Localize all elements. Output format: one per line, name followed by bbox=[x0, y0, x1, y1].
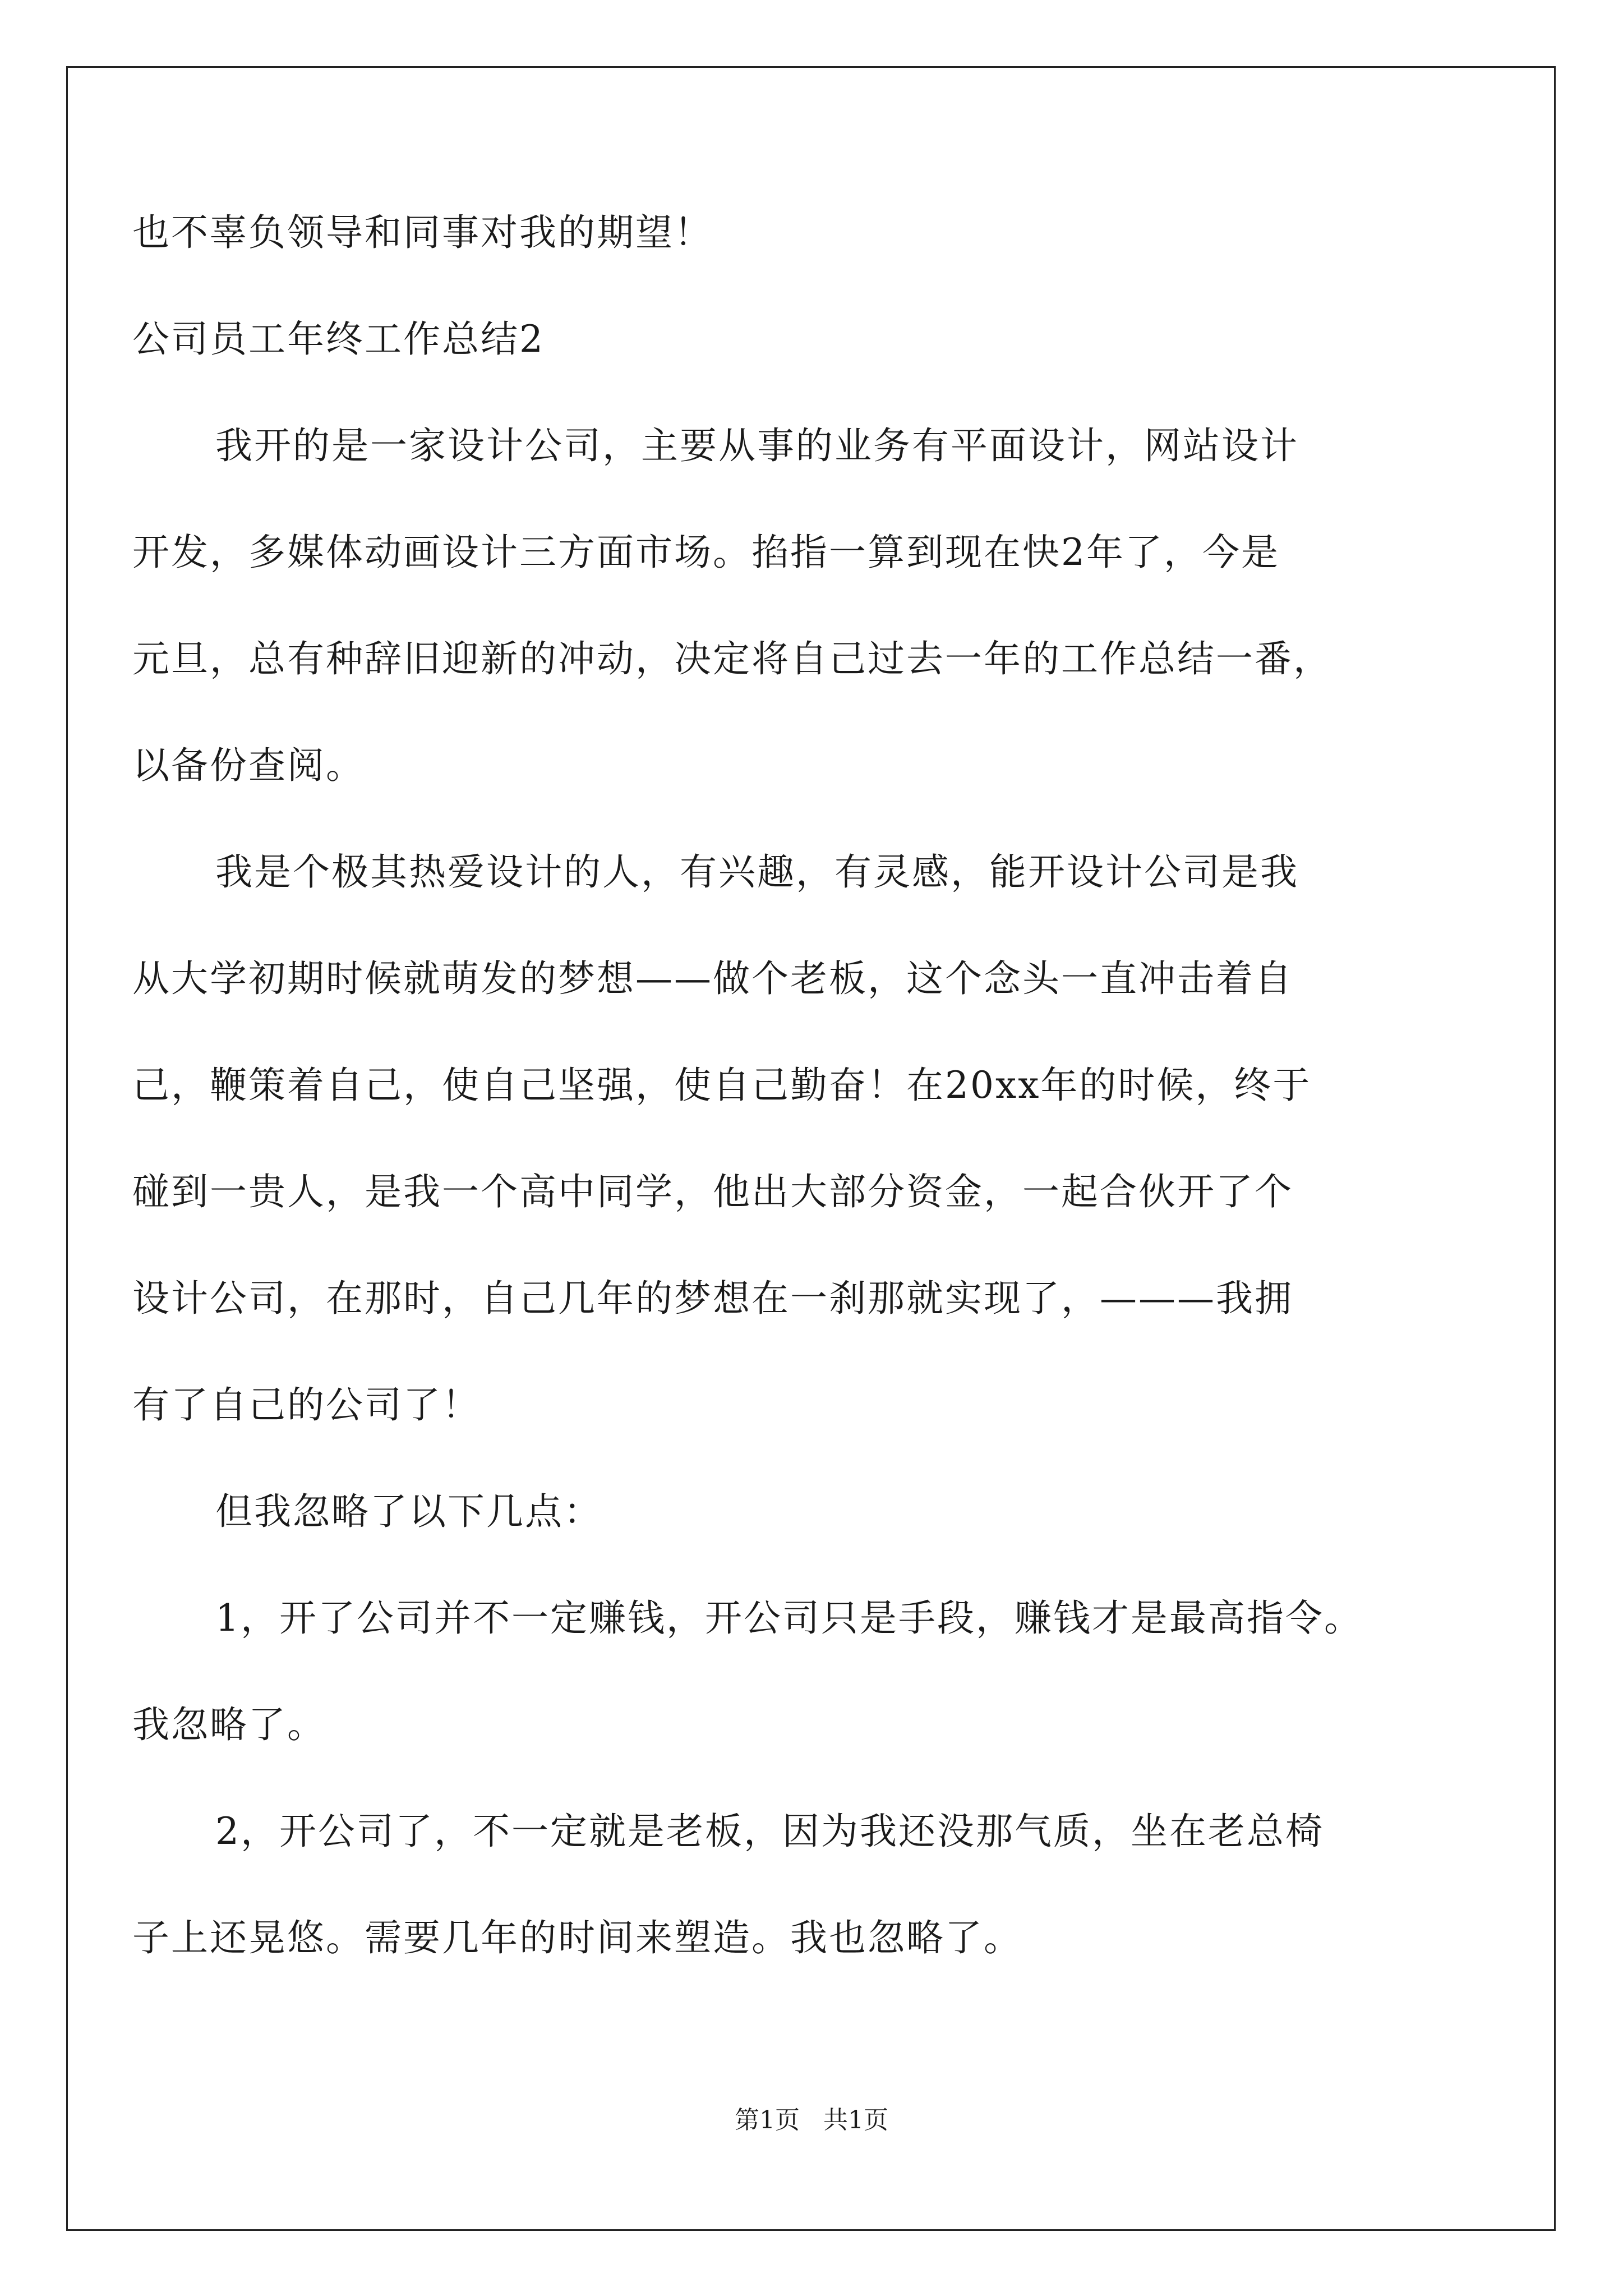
paragraph-line: 1，开了公司并不一定赚钱，开公司只是手段，赚钱才是最高指令。 bbox=[215, 1596, 1363, 1640]
paragraph-line: 我开的是一家设计公司，主要从事的业务有平面设计，网站设计 bbox=[215, 424, 1299, 467]
paragraph-line: 碰到一贵人，是我一个高中同学，他出大部分资金，一起合伙开了个 bbox=[132, 1170, 1293, 1213]
paragraph-line: 开发，多媒体动画设计三方面市场。掐指一算到现在快2年了，今是 bbox=[132, 531, 1280, 574]
paragraph-line: 从大学初期时候就萌发的梦想——做个老板，这个念头一直冲击着自 bbox=[132, 957, 1293, 1000]
text-line: 也不辜负领导和同事对我的期望！ bbox=[132, 211, 713, 254]
page-footer: 第1页 共1页 bbox=[735, 2106, 888, 2134]
paragraph-line: 我忽略了。 bbox=[132, 1703, 326, 1746]
paragraph-line: 我是个极其热爱设计的人，有兴趣，有灵感，能开设计公司是我 bbox=[215, 850, 1299, 894]
page-border bbox=[66, 66, 1556, 2231]
paragraph-line: 子上还晃悠。需要几年的时间来塑造。我也忽略了。 bbox=[132, 1916, 1022, 1959]
paragraph-line: 2，开公司了，不一定就是老板，因为我还没那气质，坐在老总椅 bbox=[215, 1810, 1324, 1853]
paragraph-line: 设计公司，在那时，自己几年的梦想在一刹那就实现了，———我拥 bbox=[132, 1277, 1293, 1320]
paragraph-line: 己，鞭策着自己，使自己坚强，使自己勤奋！在20xx年的时候，终于 bbox=[132, 1064, 1312, 1107]
paragraph-line: 但我忽略了以下几点： bbox=[215, 1490, 602, 1533]
paragraph-line: 有了自己的公司了！ bbox=[132, 1383, 481, 1427]
section-heading: 公司员工年终工作总结2 bbox=[132, 318, 545, 361]
paragraph-line: 元旦，总有种辞旧迎新的冲动，决定将自己过去一年的工作总结一番， bbox=[132, 637, 1332, 680]
paragraph-line: 以备份查阅。 bbox=[132, 744, 365, 787]
